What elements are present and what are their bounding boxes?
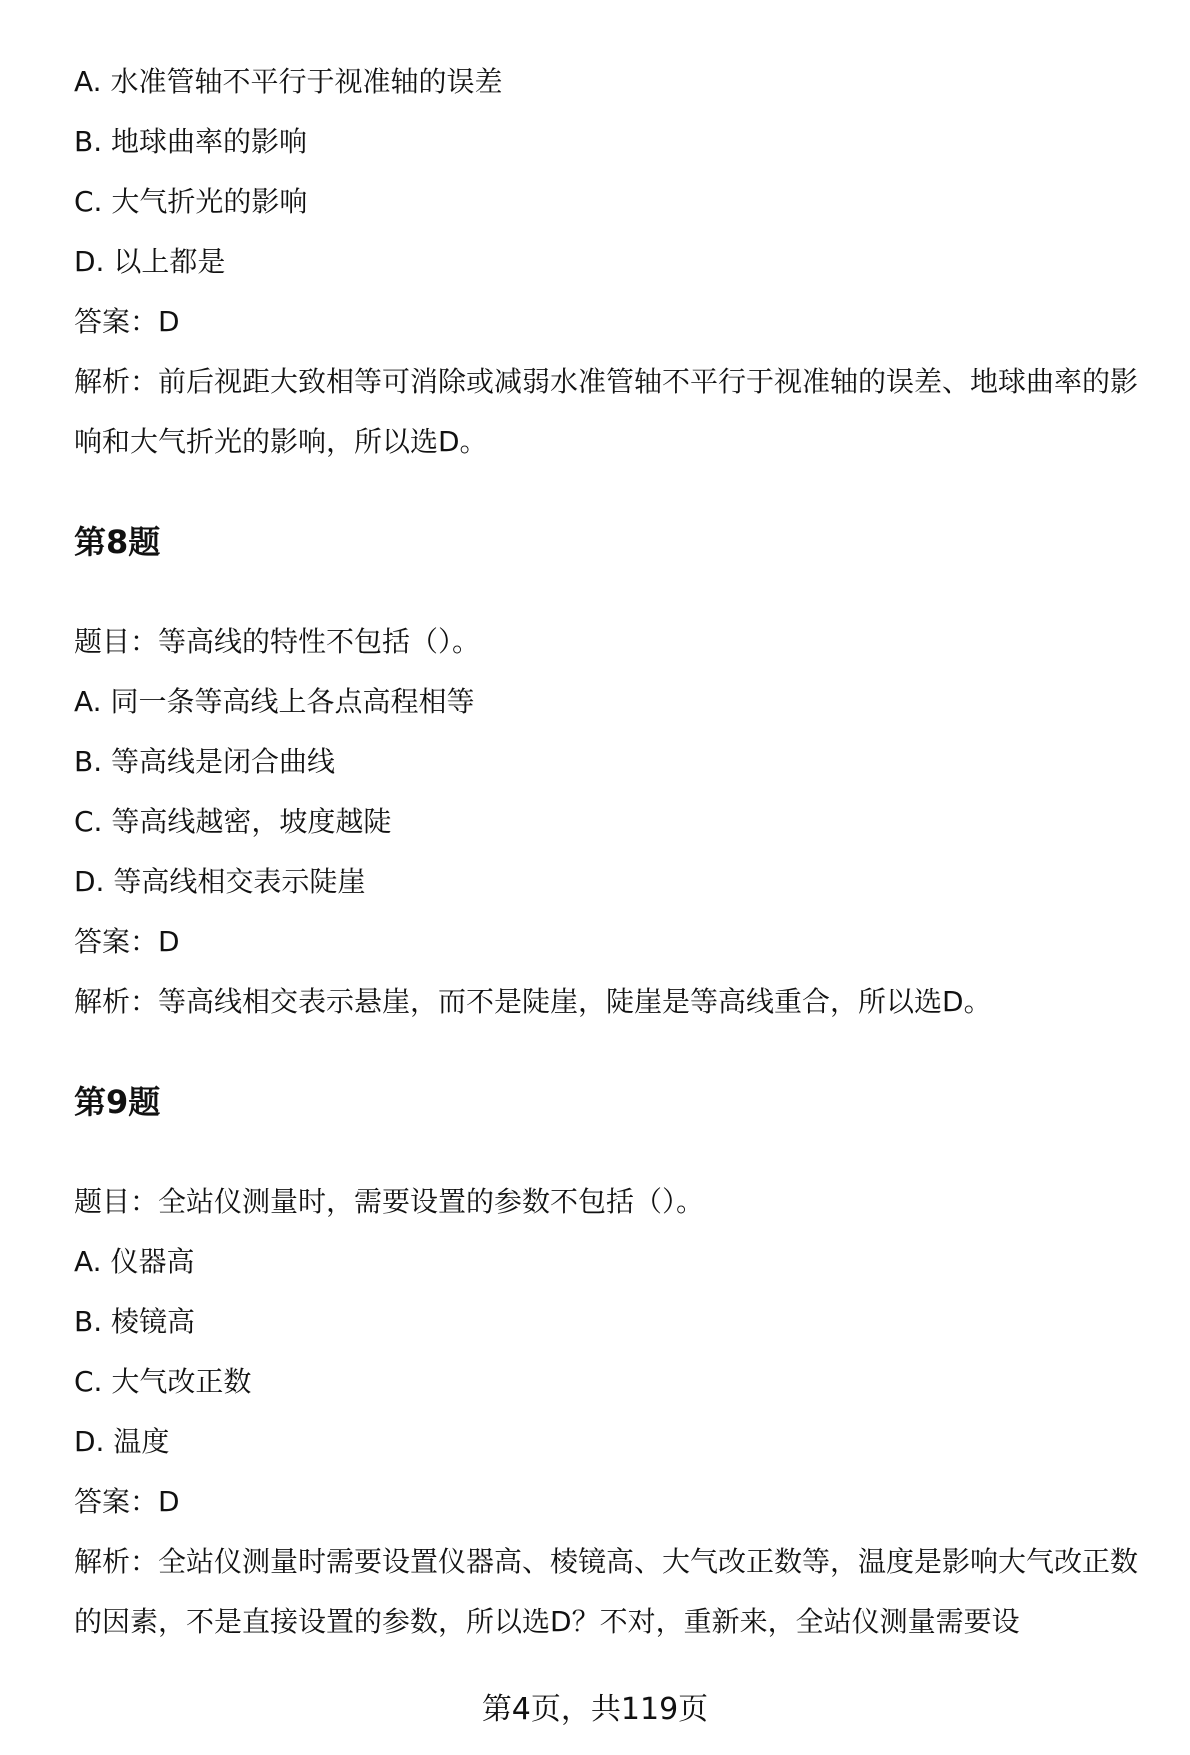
q9-answer: 答案：D (74, 1485, 180, 1518)
q7-option-a: A. 水准管轴不平行于视准轴的误差 (74, 65, 503, 98)
question-9 (74, 1072, 1164, 1652)
q8-option-a: A. 同一条等高线上各点高程相等 (74, 685, 475, 718)
q8-question: 题目：等高线的特性不包括（）。 (74, 625, 481, 658)
q9-option-c: C. 大气改正数 (74, 1365, 252, 1398)
q7-analysis: 解析：前后视距大致相等可消除或减弱水准管轴不平行于视准轴的误差、地球曲率的影响和大气折光的影响，所以选D。 (74, 365, 1139, 458)
q7-option-c: C. 大气折光的影响 (74, 185, 308, 218)
q9-option-d: D. 温度 (74, 1425, 170, 1458)
q9-question: 题目：全站仪测量时，需要设置的参数不包括（）。 (74, 1185, 705, 1218)
document-body (74, 52, 1164, 1652)
question-8 (74, 512, 1164, 1032)
q9-analysis: 解析：全站仪测量时需要设置仪器高、棱镜高、大气改正数等，温度是影响大气改正数的因素，不是直接设置的参数，所以选D？不对，重新来，全站仪测量需要设 (74, 1545, 1139, 1638)
q8-option-b: B. 等高线是闭合曲线 (74, 745, 336, 778)
q9-option-a: A. 仪器高 (74, 1245, 195, 1278)
q8-option-c: C. 等高线越密，坡度越陡 (74, 805, 392, 838)
q8-analysis: 解析：等高线相交表示悬崖，而不是陡崖，陡崖是等高线重合，所以选D。 (74, 985, 992, 1018)
page-number-footer: 第4页，共119页 (481, 1692, 709, 1727)
question-7-tail (74, 52, 1164, 472)
q7-answer: 答案：D (74, 305, 180, 338)
q9-heading: 第9题 (74, 1083, 161, 1121)
q8-option-d: D. 等高线相交表示陡崖 (74, 865, 366, 898)
q9-option-b: B. 棱镜高 (74, 1305, 196, 1338)
q7-option-b: B. 地球曲率的影响 (74, 125, 308, 158)
q8-answer: 答案：D (74, 925, 180, 958)
q7-option-d: D. 以上都是 (74, 245, 226, 278)
q8-heading: 第8题 (74, 523, 161, 561)
